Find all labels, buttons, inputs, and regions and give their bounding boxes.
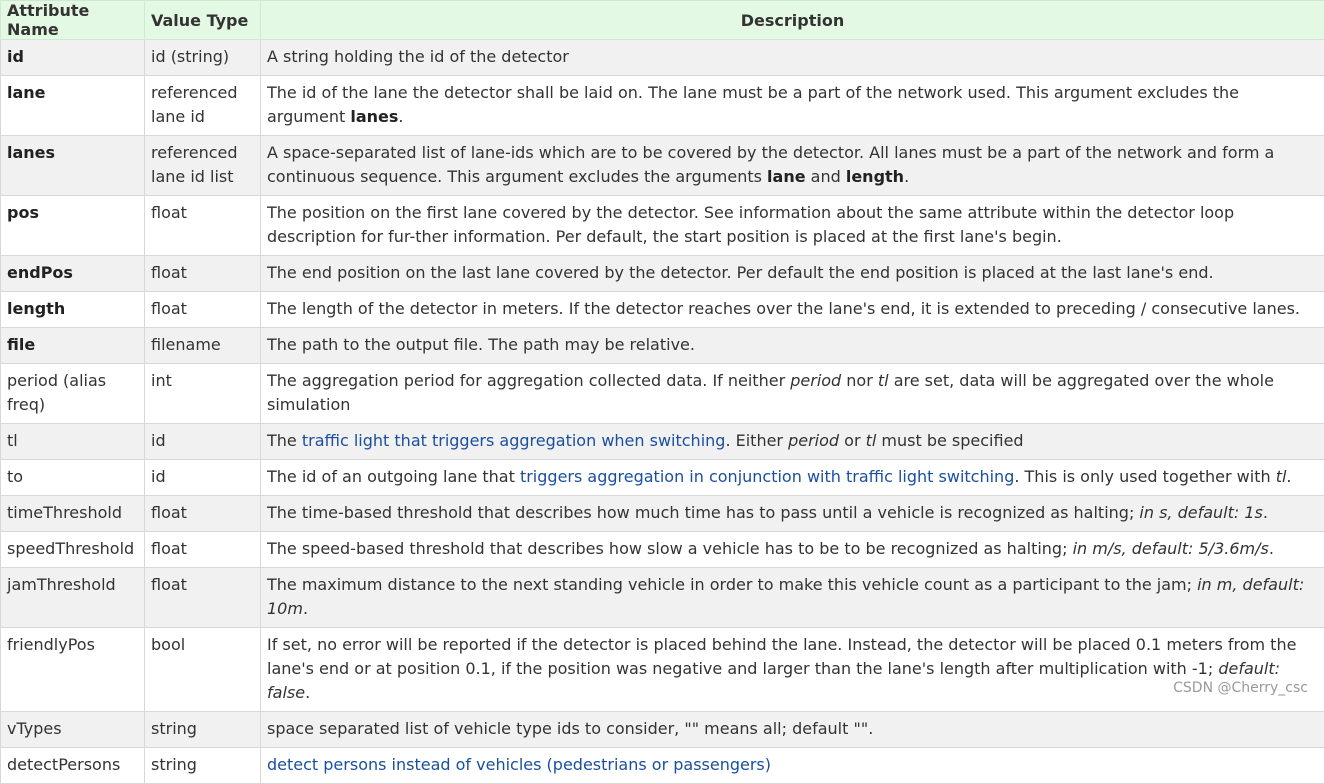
description-link[interactable]: traffic light that triggers aggregation when switching xyxy=(302,431,726,450)
table-row xyxy=(1,568,1324,628)
attribute-name-cell: jamThreshold xyxy=(1,568,145,628)
watermark: CSDN @Cherry_csc xyxy=(1173,680,1308,696)
description-text: tl xyxy=(866,431,877,450)
value-type-cell: referenced lane id list xyxy=(145,136,261,196)
description-cell xyxy=(261,628,1324,712)
table-row xyxy=(1,40,1324,76)
description-text: length xyxy=(846,167,904,186)
description-link[interactable]: detect persons instead of vehicles (pedestrians or passengers) xyxy=(267,755,771,774)
attribute-name-cell: file xyxy=(1,328,145,364)
value-type-cell: bool xyxy=(145,628,261,712)
description-text: . This is only used together with xyxy=(1014,467,1275,486)
description-cell xyxy=(261,712,1324,748)
description-cell xyxy=(261,136,1324,196)
description-text: The aggregation period for aggregation collected data. If neither xyxy=(267,371,790,390)
value-type-cell: string xyxy=(145,748,261,784)
description-text: are set, data will be aggregated over the whole simulation xyxy=(267,371,1274,414)
attribute-name-cell: detectPersons xyxy=(1,748,145,784)
table-row xyxy=(1,256,1324,292)
attribute-name-cell: id xyxy=(1,40,145,76)
description-cell xyxy=(261,328,1324,364)
table-row xyxy=(1,292,1324,328)
table-row xyxy=(1,748,1324,784)
attribute-name-cell: to xyxy=(1,460,145,496)
value-type-cell: id (string) xyxy=(145,40,261,76)
value-type-cell: referenced lane id xyxy=(145,76,261,136)
description-text: The end position on the last lane covered by the detector. Per default the end position is placed at the last lane's end. xyxy=(267,263,1214,282)
attribute-name-cell: length xyxy=(1,292,145,328)
description-text: period xyxy=(788,431,839,450)
table-row xyxy=(1,496,1324,532)
description-text: . xyxy=(1269,539,1274,558)
table-row xyxy=(1,328,1324,364)
description-cell xyxy=(261,424,1324,460)
description-text: A space-separated list of lane-ids which are to be covered by the detector. All lanes must be a part of the network and form a continuous sequence. This argument excludes the arguments xyxy=(267,143,1274,186)
description-text: nor xyxy=(841,371,878,390)
table-row xyxy=(1,76,1324,136)
description-text: . xyxy=(1263,503,1268,522)
description-text: must be specified xyxy=(876,431,1023,450)
value-type-cell: float xyxy=(145,532,261,568)
description-text: space separated list of vehicle type ids to consider, "" means all; default "". xyxy=(267,719,873,738)
description-cell xyxy=(261,460,1324,496)
description-text: . xyxy=(303,599,308,618)
description-text: If set, no error will be reported if the detector is placed behind the lane. Instead, the detector will be placed 0.1 meters from the lane's end or at position 0.1, if the position was negative and larger than the lane's length after multiplication with -1; xyxy=(267,635,1296,678)
table-row xyxy=(1,712,1324,748)
description-link[interactable]: triggers aggregation in conjunction with traffic light switching xyxy=(520,467,1014,486)
description-text: . xyxy=(904,167,909,186)
value-type-cell: float xyxy=(145,256,261,292)
value-type-cell: int xyxy=(145,364,261,424)
attribute-name-cell: friendlyPos xyxy=(1,628,145,712)
attribute-name-cell: lanes xyxy=(1,136,145,196)
table-row xyxy=(1,628,1324,712)
description-text: The id of an outgoing lane that xyxy=(267,467,520,486)
attribute-name-cell: period (alias freq) xyxy=(1,364,145,424)
description-text: and xyxy=(806,167,846,186)
table-row xyxy=(1,196,1324,256)
table-row xyxy=(1,532,1324,568)
description-cell xyxy=(261,496,1324,532)
description-text: The position on the first lane covered by the detector. See information about the same attribute within the detector loop description for fur-ther information. Per default, the start position is placed at the first lane's begin. xyxy=(267,203,1234,246)
table-row xyxy=(1,424,1324,460)
value-type-cell: filename xyxy=(145,328,261,364)
attribute-name-cell: pos xyxy=(1,196,145,256)
value-type-cell: string xyxy=(145,712,261,748)
description-text: . xyxy=(398,107,403,126)
description-text: The speed-based threshold that describes how slow a vehicle has to be to be recognized as halting; xyxy=(267,539,1073,558)
description-text: in s, default: 1s xyxy=(1139,503,1262,522)
value-type-cell: float xyxy=(145,196,261,256)
description-text: in m, default: 10m xyxy=(267,575,1304,618)
description-text: lane xyxy=(767,167,806,186)
description-text: period xyxy=(790,371,841,390)
table-body xyxy=(1,40,1324,784)
description-cell xyxy=(261,364,1324,424)
description-text: The maximum distance to the next standing vehicle in order to make this vehicle count as a participant to the jam; xyxy=(267,575,1197,594)
description-text: . xyxy=(305,683,310,702)
description-text: . xyxy=(1286,467,1291,486)
table-row xyxy=(1,136,1324,196)
attribute-name-cell: endPos xyxy=(1,256,145,292)
description-text: . Either xyxy=(725,431,788,450)
attribute-name-cell: speedThreshold xyxy=(1,532,145,568)
description-cell xyxy=(261,256,1324,292)
description-cell xyxy=(261,532,1324,568)
description-cell xyxy=(261,196,1324,256)
description-text: lanes xyxy=(350,107,398,126)
description-text: The xyxy=(267,431,302,450)
description-cell xyxy=(261,40,1324,76)
description-text: The path to the output file. The path may be relative. xyxy=(267,335,695,354)
value-type-cell: id xyxy=(145,424,261,460)
description-text: The time-based threshold that describes how much time has to pass until a vehicle is recognized as halting; xyxy=(267,503,1139,522)
description-cell xyxy=(261,292,1324,328)
value-type-cell: float xyxy=(145,496,261,532)
description-text: The id of the lane the detector shall be laid on. The lane must be a part of the network used. This argument excludes the argument xyxy=(267,83,1239,126)
attribute-name-cell: lane xyxy=(1,76,145,136)
header-attribute-name: Attribute Name xyxy=(1,1,145,40)
header-description: Description xyxy=(261,1,1324,40)
table-header-row xyxy=(1,1,1324,40)
description-text: tl xyxy=(878,371,889,390)
description-text: A string holding the id of the detector xyxy=(267,47,569,66)
description-text: tl xyxy=(1276,467,1287,486)
description-text: or xyxy=(839,431,866,450)
description-text: in m/s, default: 5/3.6m/s xyxy=(1073,539,1269,558)
description-text: The length of the detector in meters. If the detector reaches over the lane's end, it is extended to preceding / consecutive lanes. xyxy=(267,299,1300,318)
value-type-cell: id xyxy=(145,460,261,496)
value-type-cell: float xyxy=(145,568,261,628)
description-cell xyxy=(261,748,1324,784)
attribute-name-cell: tl xyxy=(1,424,145,460)
description-cell xyxy=(261,76,1324,136)
description-text: default: false xyxy=(267,659,1280,702)
header-value-type: Value Type xyxy=(145,1,261,40)
table-row xyxy=(1,460,1324,496)
attribute-name-cell: timeThreshold xyxy=(1,496,145,532)
attribute-name-cell: vTypes xyxy=(1,712,145,748)
table-row xyxy=(1,364,1324,424)
description-cell xyxy=(261,568,1324,628)
value-type-cell: float xyxy=(145,292,261,328)
